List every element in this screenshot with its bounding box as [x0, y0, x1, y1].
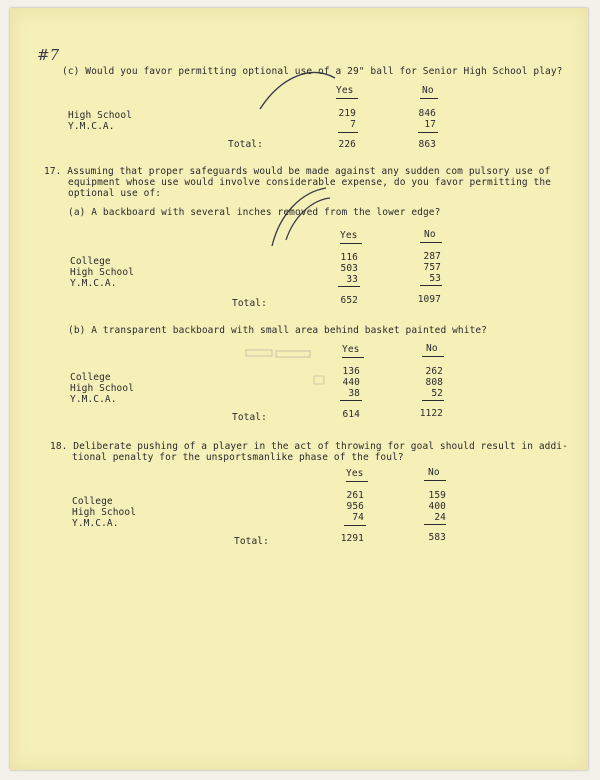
q-c-no-rule [420, 98, 438, 99]
q17a-row-no: 53 [429, 273, 441, 284]
q18-row-label: Y.M.C.A. [72, 518, 119, 529]
q18-row-label: High School [72, 507, 137, 518]
question-c-text: (c) Would you favor permitting optional use of a 29" ball for Senior High School play? [62, 66, 563, 77]
q-c-total-yes: 226 [338, 139, 356, 150]
q17b-total-label: Total: [232, 412, 267, 423]
q18-total-no: 583 [428, 532, 446, 543]
q17a-row-label: Y.M.C.A. [70, 278, 117, 289]
q17a-row-no: 287 [423, 251, 441, 262]
q18-row-no: 159 [428, 490, 446, 501]
q17a-no-rule [420, 242, 442, 243]
q17b-total-no: 1122 [419, 408, 443, 419]
q17a-col-no: No [424, 229, 436, 240]
q17a-row-label: High School [70, 267, 135, 278]
q17a-no-sum-rule [420, 285, 442, 286]
q18-row-yes: 261 [346, 490, 364, 501]
q-c-row-label: High School [68, 110, 133, 121]
q17b-no-rule [422, 356, 444, 357]
q17a-row-no: 757 [423, 262, 441, 273]
page-number-mark: #7 [37, 46, 60, 64]
q17a-text: (a) A backboard with several inches removed from the lower edge? [68, 207, 441, 218]
q17b-row-no: 262 [425, 366, 443, 377]
q18-row-yes: 956 [346, 501, 364, 512]
q18-total-yes: 1291 [340, 533, 364, 544]
q17-line-1: 17. Assuming that proper safeguards would be made against any sudden com pulsory use of [44, 166, 551, 177]
q18-yes-sum-rule [344, 525, 366, 526]
q-c-col-no: No [422, 85, 434, 96]
q-c-total-label: Total: [228, 139, 263, 150]
q-c-row-yes: 7 [350, 119, 356, 130]
q-c-row-yes: 219 [338, 108, 356, 119]
q18-row-no: 400 [428, 501, 446, 512]
q-c-row-no: 17 [424, 119, 436, 130]
q18-line-2: tional penalty for the unsportsmanlike phase of the foul? [72, 452, 404, 463]
q17a-row-yes: 116 [340, 252, 358, 263]
document-page [10, 8, 588, 770]
q-c-total-no: 863 [418, 139, 436, 150]
q18-line-1: 18. Deliberate pushing of a player in the act of throwing for goal should result in addi- [50, 441, 568, 452]
q-c-yes-sum-rule [338, 132, 358, 133]
erasure-mark [246, 350, 272, 356]
q18-col-yes: Yes [346, 468, 364, 479]
q17b-col-no: No [426, 343, 438, 354]
q17b-row-label: College [70, 372, 111, 383]
q18-row-yes: 74 [352, 512, 364, 523]
q17a-total-yes: 652 [340, 295, 358, 306]
q17b-row-no: 808 [425, 377, 443, 388]
q17b-row-label: High School [70, 383, 135, 394]
q17b-row-yes: 440 [342, 377, 360, 388]
q17a-total-label: Total: [232, 298, 267, 309]
q18-row-label: College [72, 496, 113, 507]
q17a-col-yes: Yes [340, 230, 358, 241]
q17b-row-no: 52 [431, 388, 443, 399]
q17a-row-label: College [70, 256, 111, 267]
q17b-row-yes: 136 [342, 366, 360, 377]
q-c-row-label: Y.M.C.A. [68, 121, 115, 132]
q17b-yes-rule [342, 357, 364, 358]
q17a-yes-sum-rule [338, 286, 360, 287]
q17b-yes-sum-rule [340, 400, 362, 401]
q18-total-label: Total: [234, 536, 269, 547]
q17b-text: (b) A transparent backboard with small area behind basket painted white? [68, 325, 488, 336]
pencil-arc-mark-3 [286, 198, 330, 240]
erasure-mark-2 [276, 351, 310, 357]
q17-line-2: equipment whose use would involve considerable expense, do you favor permitting the [68, 177, 552, 188]
q17b-total-yes: 614 [342, 409, 360, 420]
pencil-arc-mark [260, 73, 335, 109]
q18-no-rule [424, 480, 446, 481]
q17b-no-sum-rule [422, 400, 444, 401]
q18-col-no: No [428, 467, 440, 478]
q18-yes-rule [346, 481, 368, 482]
q17a-row-yes: 503 [340, 263, 358, 274]
q17a-row-yes: 33 [346, 274, 358, 285]
q-c-yes-rule [336, 98, 358, 99]
q-c-no-sum-rule [418, 132, 438, 133]
q17a-total-no: 1097 [417, 294, 441, 305]
q18-no-sum-rule [424, 524, 446, 525]
q17a-yes-rule [340, 243, 362, 244]
q17b-row-yes: 38 [348, 388, 360, 399]
q18-row-no: 24 [434, 512, 446, 523]
q17b-row-label: Y.M.C.A. [70, 394, 117, 405]
q17b-col-yes: Yes [342, 344, 360, 355]
q17-line-3: optional use of: [68, 188, 162, 199]
q-c-col-yes: Yes [336, 85, 354, 96]
q-c-row-no: 846 [418, 108, 436, 119]
